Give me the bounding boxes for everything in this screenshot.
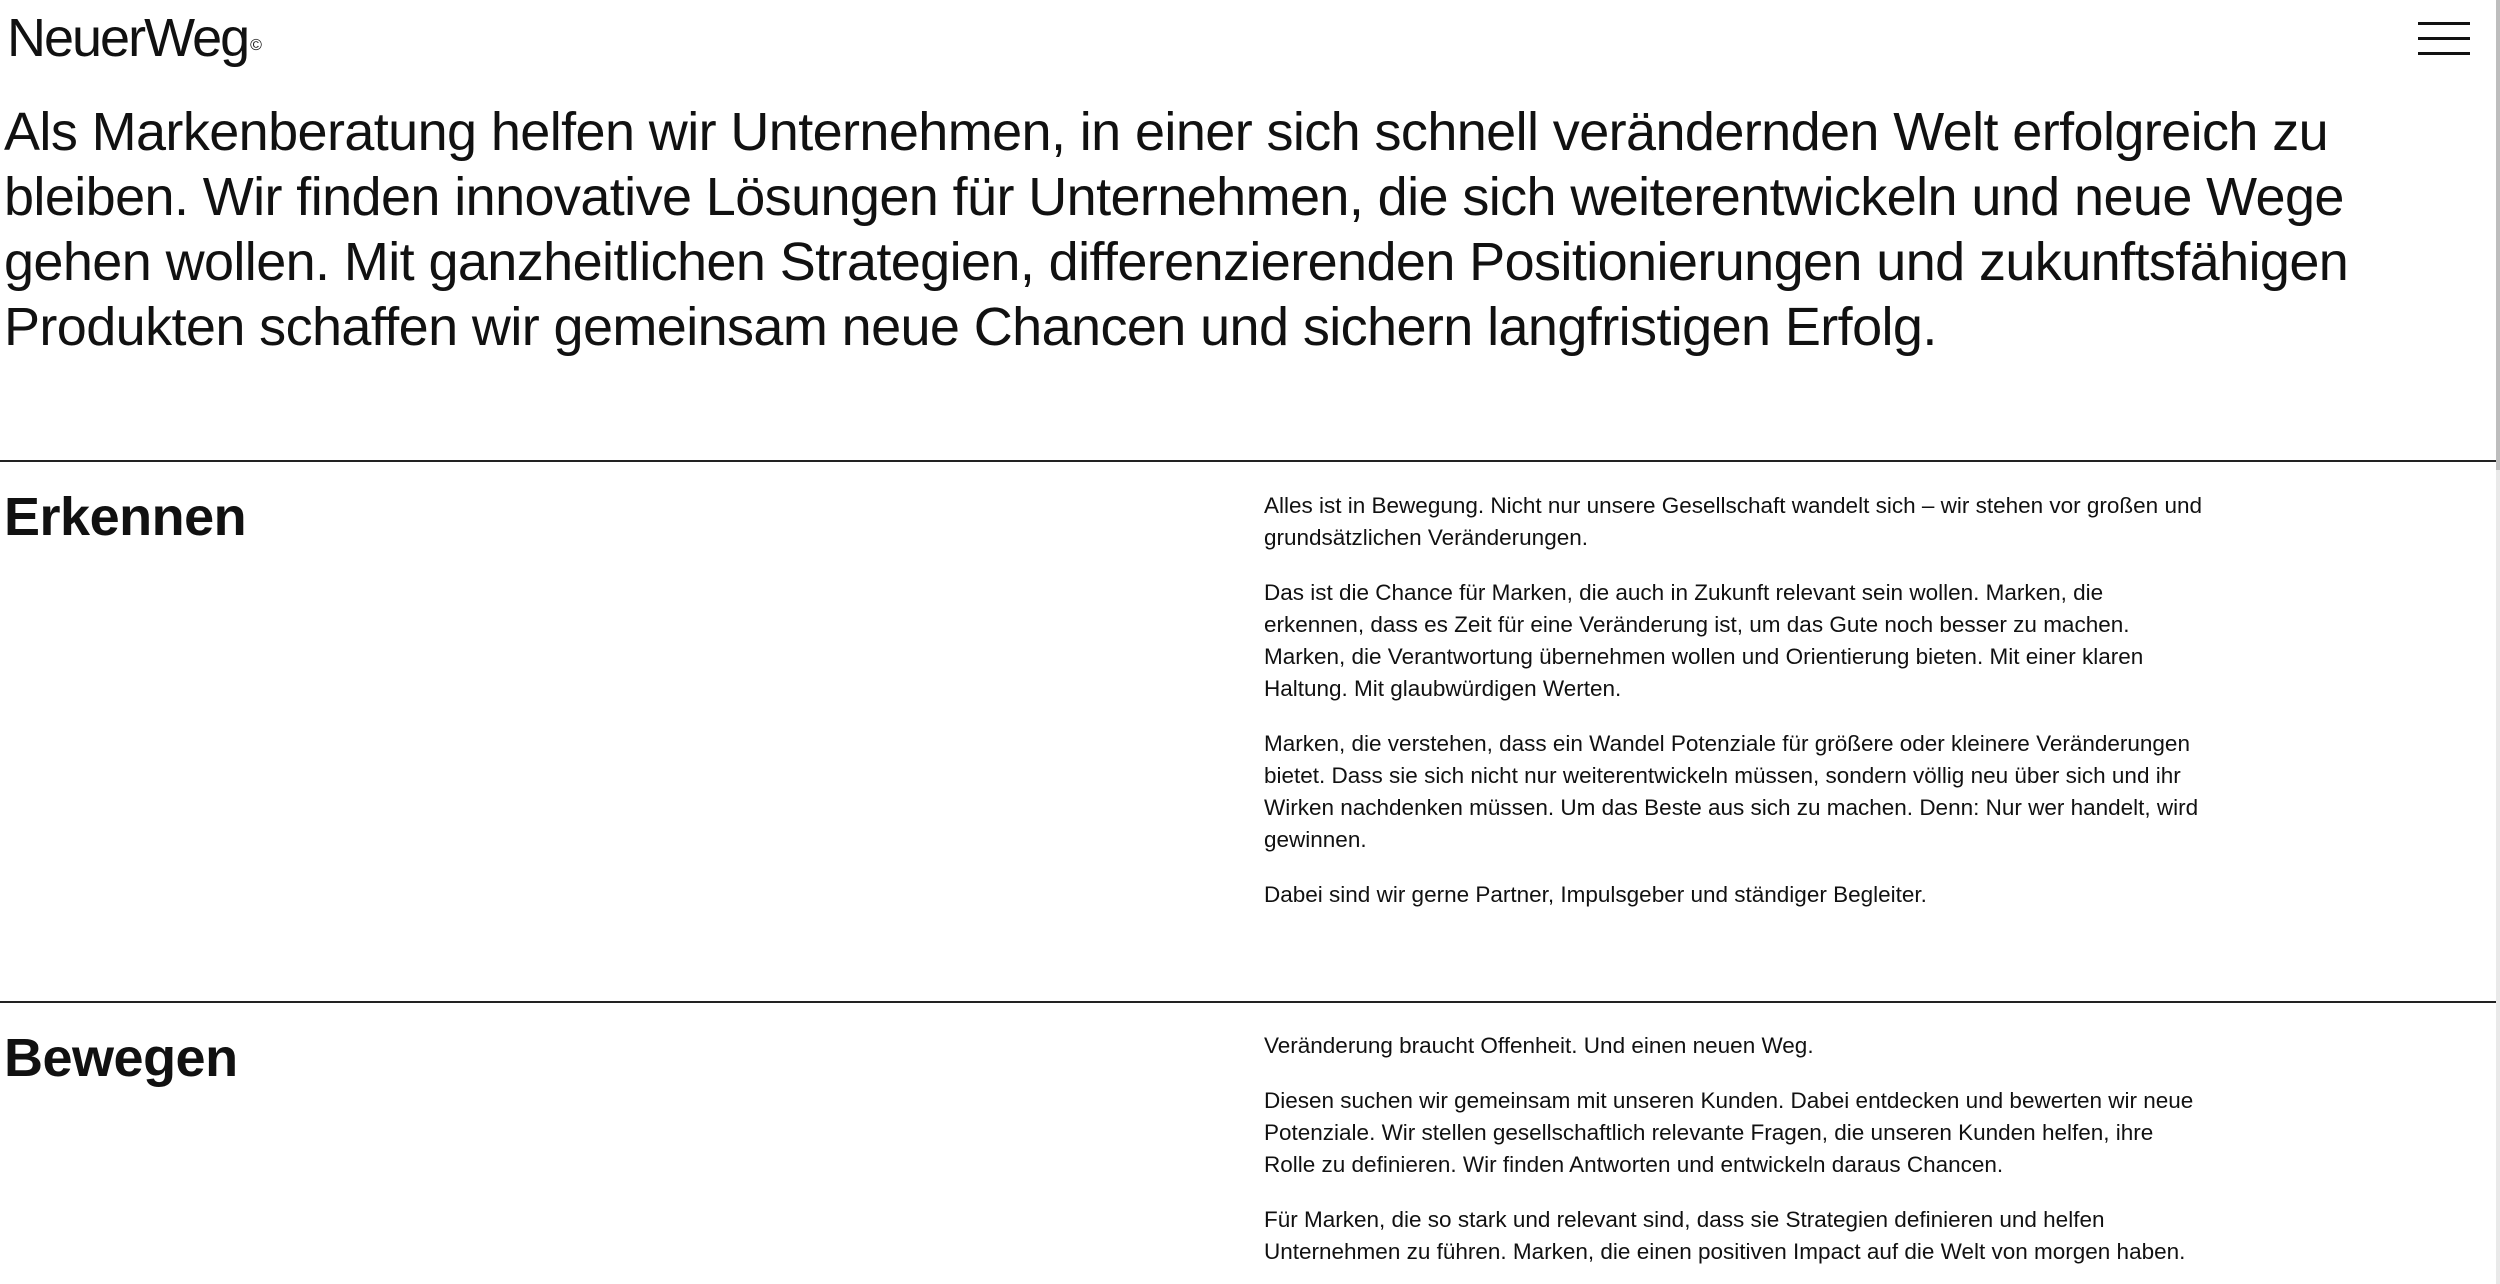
site-header	[0, 0, 2500, 92]
section-divider	[0, 460, 2496, 462]
menu-line	[2418, 52, 2470, 55]
section-body-bewegen	[1264, 1030, 2204, 1284]
logo[interactable]	[7, 8, 262, 76]
paragraph: Für Marken, die so stark und relevant sind, dass sie Strategien definieren und helfen Unternehmen zu führen. Marken, die einen positiven Impact auf die Welt von morgen haben.	[1264, 1207, 2186, 1264]
menu-line	[2418, 22, 2470, 25]
paragraph: Marken, die verstehen, dass ein Wandel Potenziale für größere oder kleinere Veränderungen bietet. Dass sie sich nicht nur weiterentwickeln müssen, sondern völlig neu über sich und ihr Wirken nachdenken müssen. Um das Beste aus sich zu machen. Denn: Nur wer handelt, wird gewinnen.	[1264, 731, 2199, 852]
paragraph: Veränderung braucht Offenheit. Und einen neuen Weg.	[1264, 1033, 1814, 1058]
intro-statement: Als Markenberatung helfen wir Unternehmen, in einer sich schnell verändernden Welt erfolgreich zu bleiben. Wir finden innovative Lösungen für Unternehmen, die sich weiterentwickeln und neue Wege gehen wollen. Mit ganzheitlichen Strategien, differenzierenden Positionierungen und zukunftsfähigen Produkten schaffen wir gemeinsam neue Chancen und sichern langfristigen Erfolg.	[4, 102, 2349, 357]
copyright-icon: ©	[250, 37, 262, 54]
paragraph: Alles ist in Bewegung. Nicht nur unsere Gesellschaft wandelt sich – wir stehen vor großen und grundsätzlichen Veränderungen.	[1264, 493, 2202, 550]
section-divider	[0, 1001, 2496, 1003]
section-title-erkennen: Erkennen	[4, 487, 247, 547]
logo-text: NeuerWeg	[7, 8, 249, 68]
hamburger-menu-icon[interactable]	[2418, 22, 2470, 56]
section-body-erkennen	[1264, 490, 2204, 934]
paragraph: Dabei sind wir gerne Partner, Impulsgeber und ständiger Begleiter.	[1264, 882, 1927, 907]
paragraph: Das ist die Chance für Marken, die auch in Zukunft relevant sein wollen. Marken, die erkennen, dass es Zeit für eine Veränderung ist, um das Gute noch besser zu machen. Marken, die Verantwortung übernehmen wollen und Orientierung bieten. Mit einer klaren Haltung. Mit glaubwürdigen Werten.	[1264, 580, 2144, 701]
scrollbar[interactable]	[2496, 0, 2500, 1284]
section-title-bewegen: Bewegen	[4, 1028, 238, 1088]
menu-line	[2418, 37, 2470, 40]
scrollbar-thumb[interactable]	[2496, 0, 2500, 470]
paragraph: Diesen suchen wir gemeinsam mit unseren Kunden. Dabei entdecken und bewerten wir neue Potenziale. Wir stellen gesellschaftlich relevante Fragen, die unseren Kunden helfen, ihre Rolle zu definieren. Wir finden Antworten und entwickeln daraus Chancen.	[1264, 1088, 2194, 1177]
